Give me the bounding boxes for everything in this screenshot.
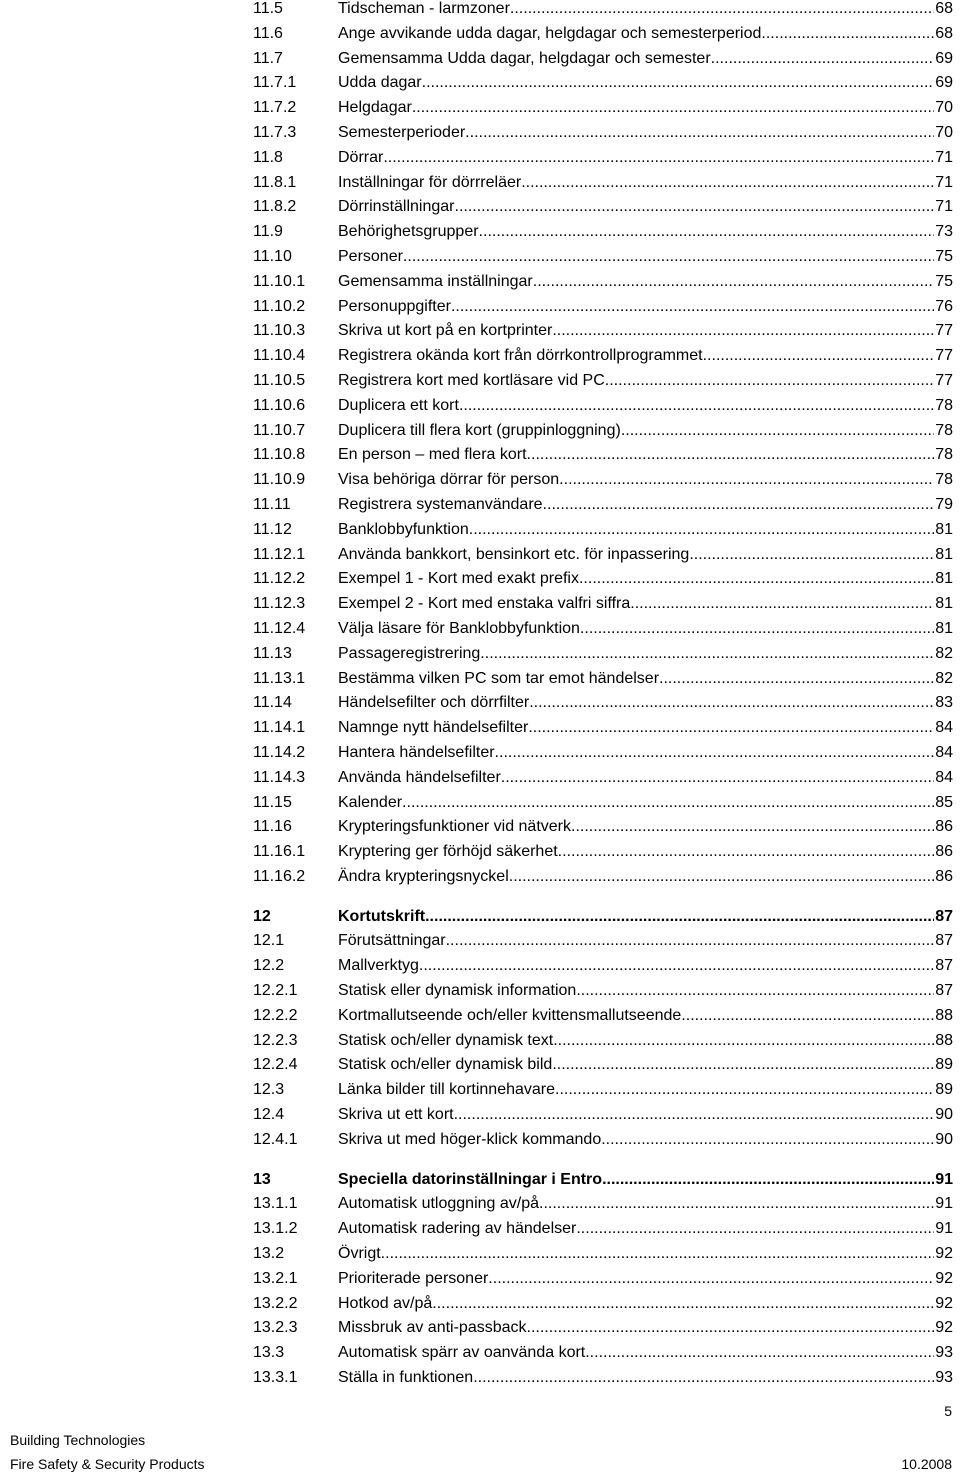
toc-dot-leader — [412, 96, 934, 121]
toc-section-number: 11.16 — [253, 818, 292, 836]
toc-page-number: 86 — [935, 867, 953, 885]
toc-section-title: Skriva ut ett kort — [338, 1106, 454, 1124]
toc-section-title: Använda bankkort, bensinkort etc. för inpassering — [338, 545, 690, 563]
toc-entry[interactable] — [253, 929, 953, 954]
toc-entry[interactable] — [253, 1128, 953, 1153]
toc-entry[interactable] — [253, 146, 953, 171]
toc-dot-leader — [432, 1292, 934, 1317]
toc-page-number: 87 — [935, 907, 953, 925]
toc-section-title: Kortmallutseende och/eller kvittensmallutseende — [338, 1006, 682, 1024]
toc-section-number: 11.10.9 — [253, 471, 306, 489]
toc-section-title: Mallverktyg — [338, 957, 419, 975]
toc-section-title: Skriva ut kort på en kortprinter — [338, 322, 553, 340]
toc-dot-leader — [454, 1103, 935, 1128]
toc-section-title: Gemensamma Udda dagar, helgdagar och semester — [338, 49, 711, 67]
toc-page-number: 75 — [935, 272, 953, 290]
toc-page-number: 69 — [935, 74, 953, 92]
toc-entry[interactable] — [253, 195, 953, 220]
toc-dot-leader — [402, 791, 934, 816]
toc-dot-leader — [469, 518, 934, 543]
toc-section-title: Passageregistrering — [338, 644, 481, 662]
toc-dot-leader — [552, 319, 934, 344]
toc-page-number: 89 — [935, 1081, 953, 1099]
toc-section-number: 11.7 — [253, 49, 283, 67]
toc-page-number: 76 — [935, 297, 953, 315]
toc-section-title: Statisk eller dynamisk information — [338, 982, 577, 1000]
toc-section-title: Ange avvikande udda dagar, helgdagar och semesterperiod — [338, 24, 762, 42]
toc-section-number: 11.8 — [253, 148, 283, 166]
toc-entry[interactable] — [253, 245, 953, 270]
toc-dot-leader — [529, 691, 934, 716]
toc-section-title: Speciella datorinställningar i Entro — [338, 1170, 603, 1188]
toc-section-number: 11.10.8 — [253, 446, 306, 464]
toc-section-number: 11.14.3 — [253, 768, 306, 786]
toc-section-number: 11.12.1 — [253, 545, 306, 563]
toc-section-title: Helgdagar — [338, 99, 412, 117]
toc-dot-leader — [451, 295, 934, 320]
toc-page-number: 81 — [935, 545, 953, 563]
toc-entry[interactable] — [253, 691, 953, 716]
toc-entry[interactable] — [253, 1292, 953, 1317]
toc-page-number: 86 — [935, 843, 953, 861]
toc-dot-leader — [419, 954, 934, 979]
toc-page-number: 91 — [935, 1170, 953, 1188]
toc-section-number: 13 — [253, 1170, 271, 1188]
toc-page-number: 88 — [935, 1031, 953, 1049]
toc-section-title: Registrera okända kort från dörrkontrollprogrammet — [338, 347, 703, 365]
toc-section-number: 13.2.1 — [253, 1269, 298, 1287]
toc-page-number: 88 — [935, 1006, 953, 1024]
toc-dot-leader — [381, 1242, 935, 1267]
toc-page-number: 85 — [935, 793, 953, 811]
toc-dot-leader — [422, 71, 935, 96]
toc-dot-leader — [495, 741, 935, 766]
toc-section-title: Länka bilder till kortinnehavare — [338, 1081, 556, 1099]
toc-section-title: Exempel 1 - Kort med exakt prefix — [338, 570, 579, 588]
toc-section-number: 13.3.1 — [253, 1369, 298, 1387]
toc-section-number: 11.11 — [253, 495, 291, 513]
toc-page-number: 77 — [935, 371, 953, 389]
toc-entry[interactable] — [253, 419, 953, 444]
toc-entry[interactable] — [253, 96, 953, 121]
toc-page-number: 77 — [935, 347, 953, 365]
toc-page-number: 87 — [935, 932, 953, 950]
toc-page-number: 81 — [935, 520, 953, 538]
toc-section-number: 11.7.1 — [253, 74, 297, 92]
toc-entry[interactable] — [253, 567, 953, 592]
toc-entry[interactable] — [253, 741, 953, 766]
toc-section-number: 12.3 — [253, 1081, 285, 1099]
toc-section-title: Hantera händelsefilter — [338, 743, 495, 761]
toc-entry[interactable] — [253, 1316, 953, 1341]
toc-dot-leader — [576, 979, 934, 1004]
toc-section-title: Förutsättningar — [338, 932, 446, 950]
toc-entry[interactable] — [253, 979, 953, 1004]
toc-section-title: Kryptering ger förhöjd säkerhet — [338, 843, 558, 861]
toc-page-number: 68 — [935, 0, 953, 17]
toc-section-title: Prioriterade personer — [338, 1269, 489, 1287]
toc-section-title: Duplicera till flera kort (gruppinloggning) — [338, 421, 621, 439]
toc-dot-leader — [703, 344, 935, 369]
toc-dot-leader — [571, 815, 934, 840]
toc-section-title: Välja läsare för Banklobbyfunktion — [338, 619, 580, 637]
toc-entry[interactable] — [253, 1053, 953, 1078]
toc-entry[interactable] — [253, 667, 953, 692]
toc-dot-leader — [580, 617, 934, 642]
toc-section-number: 12.4 — [253, 1106, 285, 1124]
toc-section-number: 12.2.2 — [253, 1006, 298, 1024]
toc-entry[interactable] — [253, 121, 953, 146]
toc-section-number: 12 — [253, 907, 271, 925]
toc-entry[interactable] — [253, 1103, 953, 1128]
toc-entry[interactable] — [253, 1078, 953, 1103]
toc-page-number: 69 — [935, 49, 953, 67]
toc-section-number: 11.7.2 — [253, 99, 297, 117]
toc-dot-leader — [558, 840, 935, 865]
toc-page-number: 73 — [935, 223, 953, 241]
toc-section-number: 11.12 — [253, 520, 292, 538]
toc-page-number: 81 — [935, 619, 953, 637]
toc-entry[interactable] — [253, 493, 953, 518]
toc-section-title: Missbruk av anti-passback — [338, 1319, 527, 1337]
toc-dot-leader — [605, 369, 934, 394]
toc-entry[interactable] — [253, 1242, 953, 1267]
toc-section-number: 11.10.1 — [253, 272, 306, 290]
toc-section-title: Registrera kort med kortläsare vid PC — [338, 371, 605, 389]
toc-page-number: 68 — [935, 24, 953, 42]
toc-section-number: 11.10.4 — [253, 347, 306, 365]
toc-page-number: 83 — [935, 694, 953, 712]
toc-section-number: 11.10.7 — [253, 421, 306, 439]
toc-page-number: 92 — [935, 1245, 953, 1263]
toc-section-title: Tidscheman - larmzoner — [338, 0, 510, 17]
toc-page-number: 87 — [935, 957, 953, 975]
toc-section-title: Bestämma vilken PC som tar emot händelser — [338, 669, 660, 687]
toc-dot-leader — [559, 468, 934, 493]
toc-entry[interactable] — [253, 1341, 953, 1366]
toc-page-number: 84 — [935, 768, 953, 786]
toc-entry[interactable] — [253, 543, 953, 568]
toc-section-number: 12.1 — [253, 932, 285, 950]
toc-dot-leader — [425, 905, 934, 930]
toc-section-number: 11.16.1 — [253, 843, 306, 861]
toc-section-number: 13.1.1 — [253, 1195, 298, 1213]
toc-section-number: 11.13 — [253, 644, 292, 662]
toc-dot-leader — [711, 47, 935, 72]
toc-section-number: 11.16.2 — [253, 867, 306, 885]
toc-section-title: Automatisk spärr av oanvända kort — [338, 1344, 586, 1362]
toc-dot-leader — [689, 543, 934, 568]
toc-page-number: 77 — [935, 322, 953, 340]
toc-entry[interactable] — [253, 319, 953, 344]
toc-section-title: Registrera systemanvändare — [338, 495, 543, 513]
toc-section-title: Kortutskrift — [338, 907, 426, 925]
toc-section-number: 11.8.2 — [253, 198, 297, 216]
toc-section-title: Dörrar — [338, 148, 384, 166]
toc-section-number: 12.2.1 — [253, 982, 298, 1000]
toc-dot-leader — [533, 270, 934, 295]
toc-section-number: 13.2 — [253, 1245, 285, 1263]
toc-page-number: 87 — [935, 982, 953, 1000]
toc-page-number: 93 — [935, 1344, 953, 1362]
toc-section-title: Skriva ut med höger-klick kommando — [338, 1130, 602, 1148]
toc-entry[interactable] — [253, 1267, 953, 1292]
toc-entry[interactable] — [253, 954, 953, 979]
toc-chapter-entry[interactable] — [253, 1168, 953, 1193]
toc-dot-leader — [488, 1267, 934, 1292]
toc-section-title: Automatisk radering av händelser — [338, 1220, 577, 1238]
toc-dot-leader — [539, 1192, 934, 1217]
toc-section-number: 12.4.1 — [253, 1130, 298, 1148]
toc-dot-leader — [527, 1316, 935, 1341]
toc-entry[interactable] — [253, 47, 953, 72]
toc-page-number: 92 — [935, 1294, 953, 1312]
toc-section-title: Udda dagar — [338, 74, 422, 92]
toc-dot-leader — [479, 220, 935, 245]
toc-dot-leader — [473, 1366, 934, 1391]
toc-section-title: Krypteringsfunktioner vid nätverk — [338, 818, 571, 836]
toc-section-number: 11.10.3 — [253, 322, 306, 340]
toc-dot-leader — [383, 146, 934, 171]
toc-dot-leader — [621, 419, 934, 444]
toc-dot-leader — [510, 0, 934, 22]
toc-section-number: 11.10.2 — [253, 297, 306, 315]
toc-dot-leader — [459, 394, 934, 419]
footer-division: Fire Safety & Security Products — [10, 1456, 205, 1472]
toc-entry[interactable] — [253, 1004, 953, 1029]
toc-section-number: 12.2.3 — [253, 1031, 298, 1049]
toc-page-number: 92 — [935, 1319, 953, 1337]
toc-section-number: 11.12.4 — [253, 619, 306, 637]
toc-dot-leader — [630, 592, 934, 617]
toc-dot-leader — [465, 121, 934, 146]
toc-dot-leader — [446, 929, 935, 954]
toc-page-number: 90 — [935, 1106, 953, 1124]
toc-entry[interactable] — [253, 791, 953, 816]
footer-date: 10.2008 — [901, 1456, 952, 1472]
toc-section-number: 11.6 — [253, 24, 283, 42]
toc-page-number: 91 — [935, 1220, 953, 1238]
toc-dot-leader — [527, 443, 935, 468]
toc-section-number: 11.13.1 — [253, 669, 306, 687]
toc-entry[interactable] — [253, 1217, 953, 1242]
toc-entry[interactable] — [253, 592, 953, 617]
toc-entry[interactable] — [253, 220, 953, 245]
toc-section-title: Övrigt — [338, 1245, 381, 1263]
toc-entry[interactable] — [253, 1366, 953, 1391]
toc-entry[interactable] — [253, 443, 953, 468]
toc-section-number: 11.9 — [253, 223, 283, 241]
toc-entry[interactable] — [253, 71, 953, 96]
toc-page-number: 89 — [935, 1056, 953, 1074]
toc-entry[interactable] — [253, 22, 953, 47]
toc-dot-leader — [555, 1078, 934, 1103]
toc-page-number: 92 — [935, 1269, 953, 1287]
toc-dot-leader — [761, 22, 934, 47]
toc-dot-leader — [543, 493, 935, 518]
toc-section-number: 11.10 — [253, 247, 292, 265]
toc-section-title: Namnge nytt händelsefilter — [338, 719, 529, 737]
toc-page-number: 70 — [935, 99, 953, 117]
toc-section-title: Kalender — [338, 793, 403, 811]
toc-section-number: 11.12.2 — [253, 570, 306, 588]
toc-section-title: Duplicera ett kort — [338, 396, 459, 414]
toc-chapter-entry[interactable] — [253, 905, 953, 930]
toc-section-title: Visa behöriga dörrar för person — [338, 471, 560, 489]
page-number: 5 — [944, 1403, 952, 1419]
toc-entry[interactable] — [253, 716, 953, 741]
toc-section-number: 13.1.2 — [253, 1220, 298, 1238]
toc-section-title: Banklobbyfunktion — [338, 520, 469, 538]
toc-section-title: Personuppgifter — [338, 297, 451, 315]
toc-section-title: Ändra krypteringsnyckel — [338, 867, 509, 885]
toc-entry[interactable] — [253, 815, 953, 840]
toc-page-number: 86 — [935, 818, 953, 836]
toc-section-title: En person – med flera kort — [338, 446, 527, 464]
toc-page-number: 78 — [935, 396, 953, 414]
footer-company: Building Technologies — [10, 1432, 146, 1448]
toc-entry[interactable] — [253, 369, 953, 394]
toc-entry[interactable] — [253, 1192, 953, 1217]
toc-dot-leader — [576, 1217, 934, 1242]
toc-entry[interactable] — [253, 394, 953, 419]
toc-section-number: 12.2 — [253, 957, 285, 975]
toc-section-number: 11.14.1 — [253, 719, 306, 737]
toc-entry[interactable] — [253, 865, 953, 890]
toc-section-title: Gemensamma inställningar — [338, 272, 533, 290]
toc-page-number: 71 — [935, 148, 953, 166]
toc-dot-leader — [521, 171, 934, 196]
toc-section-number: 11.5 — [253, 0, 283, 17]
toc-page-number: 75 — [935, 247, 953, 265]
toc-page-number: 81 — [935, 570, 953, 588]
toc-section-title: Dörrinställningar — [338, 198, 455, 216]
toc-page-number: 79 — [935, 495, 953, 513]
toc-page-number: 84 — [935, 719, 953, 737]
toc-section-number: 11.10.5 — [253, 371, 306, 389]
toc-page-number: 78 — [935, 446, 953, 464]
toc-entry[interactable] — [253, 171, 953, 196]
toc-section-number: 11.15 — [253, 793, 292, 811]
toc-entry[interactable] — [253, 642, 953, 667]
toc-section-number: 13.3 — [253, 1344, 285, 1362]
toc-page-number: 71 — [935, 198, 953, 216]
toc-section-title: Statisk och/eller dynamisk bild — [338, 1056, 553, 1074]
toc-dot-leader — [509, 865, 934, 890]
toc-dot-leader — [602, 1168, 934, 1193]
toc-section-number: 11.7.3 — [253, 123, 297, 141]
toc-section-number: 12.2.4 — [253, 1056, 298, 1074]
toc-section-number: 11.14.2 — [253, 743, 306, 761]
toc-dot-leader — [579, 567, 934, 592]
toc-entry[interactable] — [253, 270, 953, 295]
toc-section-title: Inställningar för dörrreläer — [338, 173, 522, 191]
table-of-contents — [253, 0, 953, 1391]
toc-entry[interactable] — [253, 766, 953, 791]
toc-dot-leader — [501, 766, 934, 791]
toc-section-number: 13.2.2 — [253, 1294, 298, 1312]
toc-dot-leader — [528, 716, 934, 741]
toc-entry[interactable] — [253, 468, 953, 493]
toc-page-number: 82 — [935, 669, 953, 687]
toc-dot-leader — [553, 1029, 934, 1054]
toc-page-number: 84 — [935, 743, 953, 761]
toc-section-title: Använda händelsefilter — [338, 768, 501, 786]
toc-page-number: 81 — [935, 595, 953, 613]
toc-page-number: 82 — [935, 644, 953, 662]
toc-page-number: 91 — [935, 1195, 953, 1213]
toc-section-title: Automatisk utloggning av/på — [338, 1195, 540, 1213]
toc-dot-leader — [681, 1004, 934, 1029]
toc-section-title: Ställa in funktionen — [338, 1369, 474, 1387]
toc-page-number: 93 — [935, 1369, 953, 1387]
toc-dot-leader — [552, 1053, 934, 1078]
toc-section-title: Behörighetsgrupper — [338, 223, 479, 241]
toc-page-number: 78 — [935, 471, 953, 489]
toc-dot-leader — [659, 667, 934, 692]
toc-section-title: Hotkod av/på — [338, 1294, 433, 1312]
toc-section-title: Händelsefilter och dörrfilter — [338, 694, 530, 712]
toc-section-title: Personer — [338, 247, 403, 265]
toc-page-number: 70 — [935, 123, 953, 141]
toc-section-number: 11.12.3 — [253, 595, 306, 613]
toc-entry[interactable] — [253, 617, 953, 642]
toc-entry[interactable] — [253, 840, 953, 865]
toc-entry[interactable] — [253, 295, 953, 320]
toc-section-number: 13.2.3 — [253, 1319, 298, 1337]
toc-section-title: Exempel 2 - Kort med enstaka valfri siffra — [338, 595, 631, 613]
toc-section-title: Semesterperioder — [338, 123, 466, 141]
toc-section-number: 11.10.6 — [253, 396, 306, 414]
toc-page-number: 71 — [935, 173, 953, 191]
toc-dot-leader — [480, 642, 934, 667]
toc-entry[interactable] — [253, 1029, 953, 1054]
toc-dot-leader — [585, 1341, 934, 1366]
toc-section-number: 11.8.1 — [253, 173, 297, 191]
toc-entry[interactable] — [253, 518, 953, 543]
toc-section-number: 11.14 — [253, 694, 292, 712]
toc-entry[interactable] — [253, 0, 953, 22]
toc-dot-leader — [601, 1128, 934, 1153]
toc-page-number: 78 — [935, 421, 953, 439]
toc-page-number: 90 — [935, 1130, 953, 1148]
toc-dot-leader — [403, 245, 934, 270]
toc-section-title: Statisk och/eller dynamisk text — [338, 1031, 554, 1049]
toc-entry[interactable] — [253, 344, 953, 369]
toc-dot-leader — [455, 195, 935, 220]
